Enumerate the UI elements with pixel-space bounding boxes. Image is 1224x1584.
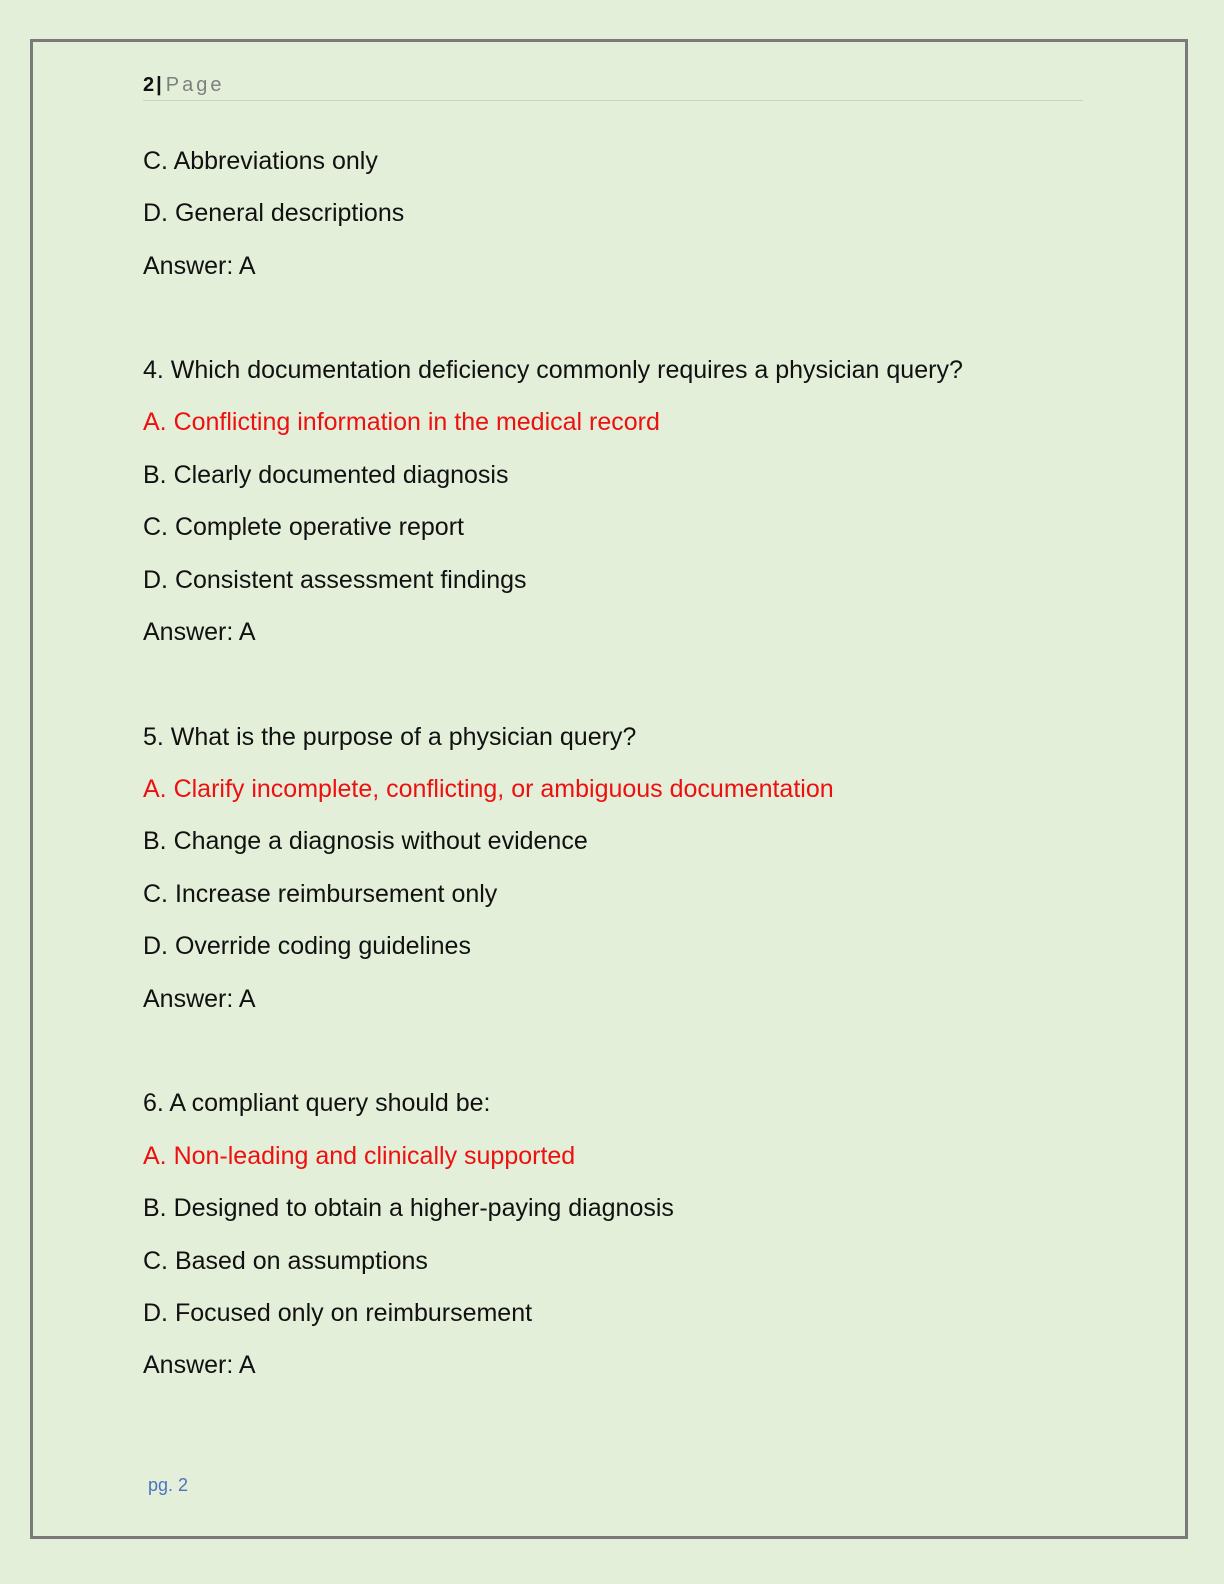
question-6: 6. A compliant query should be:: [143, 1089, 491, 1117]
header-page-number: 2: [143, 74, 155, 96]
answer-q6: Answer: A: [143, 1351, 256, 1379]
answer-q4: Answer: A: [143, 618, 256, 646]
q6-option-b: B. Designed to obtain a higher-paying diagnosis: [143, 1194, 674, 1222]
answer-q3: Answer: A: [143, 252, 256, 280]
q4-option-c: C. Complete operative report: [143, 513, 464, 541]
q5-option-c: C. Increase reimbursement only: [143, 880, 498, 908]
q4-option-d: D. Consistent assessment findings: [143, 566, 527, 594]
q6-option-a-correct: A. Non-leading and clinically supported: [143, 1142, 576, 1170]
q6-option-c: C. Based on assumptions: [143, 1247, 428, 1275]
page-footer: pg. 2: [148, 1475, 189, 1495]
q5-option-b: B. Change a diagnosis without evidence: [143, 827, 588, 855]
header-separator: |: [156, 74, 162, 96]
q5-option-d: D. Override coding guidelines: [143, 932, 471, 960]
header-page-label: Page: [165, 74, 225, 96]
option-d-general-descriptions: D. General descriptions: [143, 199, 405, 227]
question-4: 4. Which documentation deficiency commonly requires a physician query?: [143, 356, 963, 384]
option-c-abbreviations: C. Abbreviations only: [143, 147, 378, 175]
q4-option-a-correct: A. Conflicting information in the medical record: [143, 408, 660, 436]
q4-option-b: B. Clearly documented diagnosis: [143, 461, 509, 489]
page-header: [143, 72, 1083, 101]
q6-option-d: D. Focused only on reimbursement: [143, 1299, 533, 1327]
answer-q5: Answer: A: [143, 985, 256, 1013]
question-5: 5. What is the purpose of a physician query?: [143, 723, 637, 751]
q5-option-a-correct: A. Clarify incomplete, conflicting, or ambiguous documentation: [143, 775, 834, 803]
